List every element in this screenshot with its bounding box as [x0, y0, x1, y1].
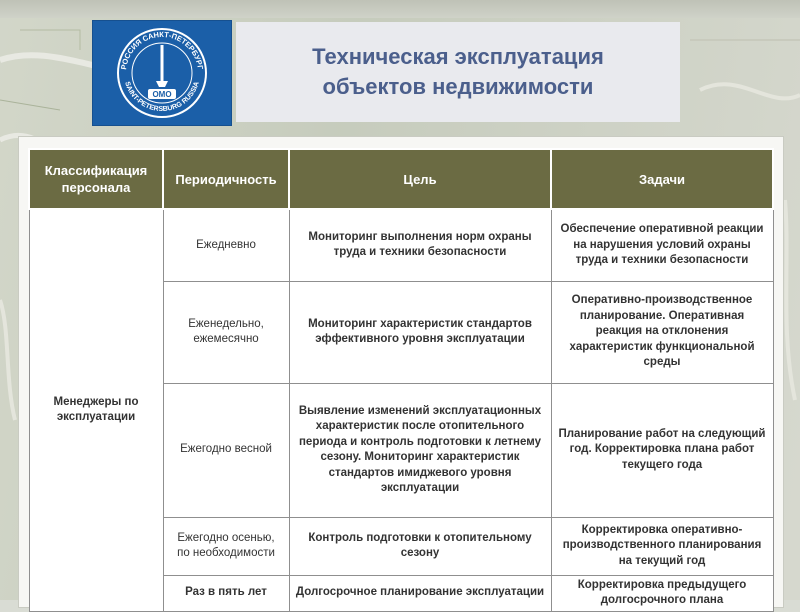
- svg-text:ОМО: ОМО: [152, 90, 172, 99]
- manager-cell: Менеджеры по эксплуатации: [29, 209, 163, 611]
- period-cell: Ежегодно осенью, по необходимости: [163, 517, 289, 575]
- tasks-cell: Оперативно-производственное планирование. Оперативная реакция на отклонения характеристик функциональной среды: [551, 281, 773, 383]
- period-cell: Ежегодно весной: [163, 383, 289, 517]
- exploitation-table: [28, 148, 774, 612]
- period-cell: Раз в пять лет: [163, 575, 289, 611]
- goal-cell: Выявление изменений эксплуатационных характеристик после отопительного периода и контроль подготовки к летнему сезону. Мониторинг характеристик стандартов имиджевого уровня эксплуатации: [289, 383, 551, 517]
- header-classification: Классификация персонала: [29, 149, 163, 209]
- period-cell: Еженедельно, ежемесячно: [163, 281, 289, 383]
- table-row: [29, 209, 773, 281]
- title-panel: [236, 22, 680, 122]
- tasks-cell: Обеспечение оперативной реакции на нарушения условий охраны труда и техники безопасности: [551, 209, 773, 281]
- top-band: [0, 0, 800, 18]
- page-title-line-2: объектов недвижимости: [322, 74, 594, 99]
- tasks-cell: Корректировка оперативно-производственного планирования на текущий год: [551, 517, 773, 575]
- goal-cell: Контроль подготовки к отопительному сезону: [289, 517, 551, 575]
- tasks-cell: Корректировка предыдущего долгосрочного плана: [551, 575, 773, 611]
- city-seal-icon: [112, 23, 212, 123]
- tasks-cell: Планирование работ на следующий год. Корректировка плана работ текущего года: [551, 383, 773, 517]
- svg-text:РОССИЯ САНКТ-ПЕТЕРБУРГ: РОССИЯ САНКТ-ПЕТЕРБУРГ: [119, 29, 205, 71]
- header-goal: Цель: [289, 149, 551, 209]
- goal-cell: Долгосрочное планирование эксплуатации: [289, 575, 551, 611]
- period-cell: Ежедневно: [163, 209, 289, 281]
- header-tasks: Задачи: [551, 149, 773, 209]
- page-title-line-1: Техническая эксплуатация: [312, 44, 604, 69]
- svg-text:SAINT-PETERSBURG RUSSIA: SAINT-PETERSBURG RUSSIA: [123, 80, 201, 114]
- goal-cell: Мониторинг характеристик стандартов эффективного уровня эксплуатации: [289, 281, 551, 383]
- header-periodicity: Периодичность: [163, 149, 289, 209]
- logo: [92, 20, 232, 126]
- table-header-row: [29, 149, 773, 209]
- goal-cell: Мониторинг выполнения норм охраны труда и техники безопасности: [289, 209, 551, 281]
